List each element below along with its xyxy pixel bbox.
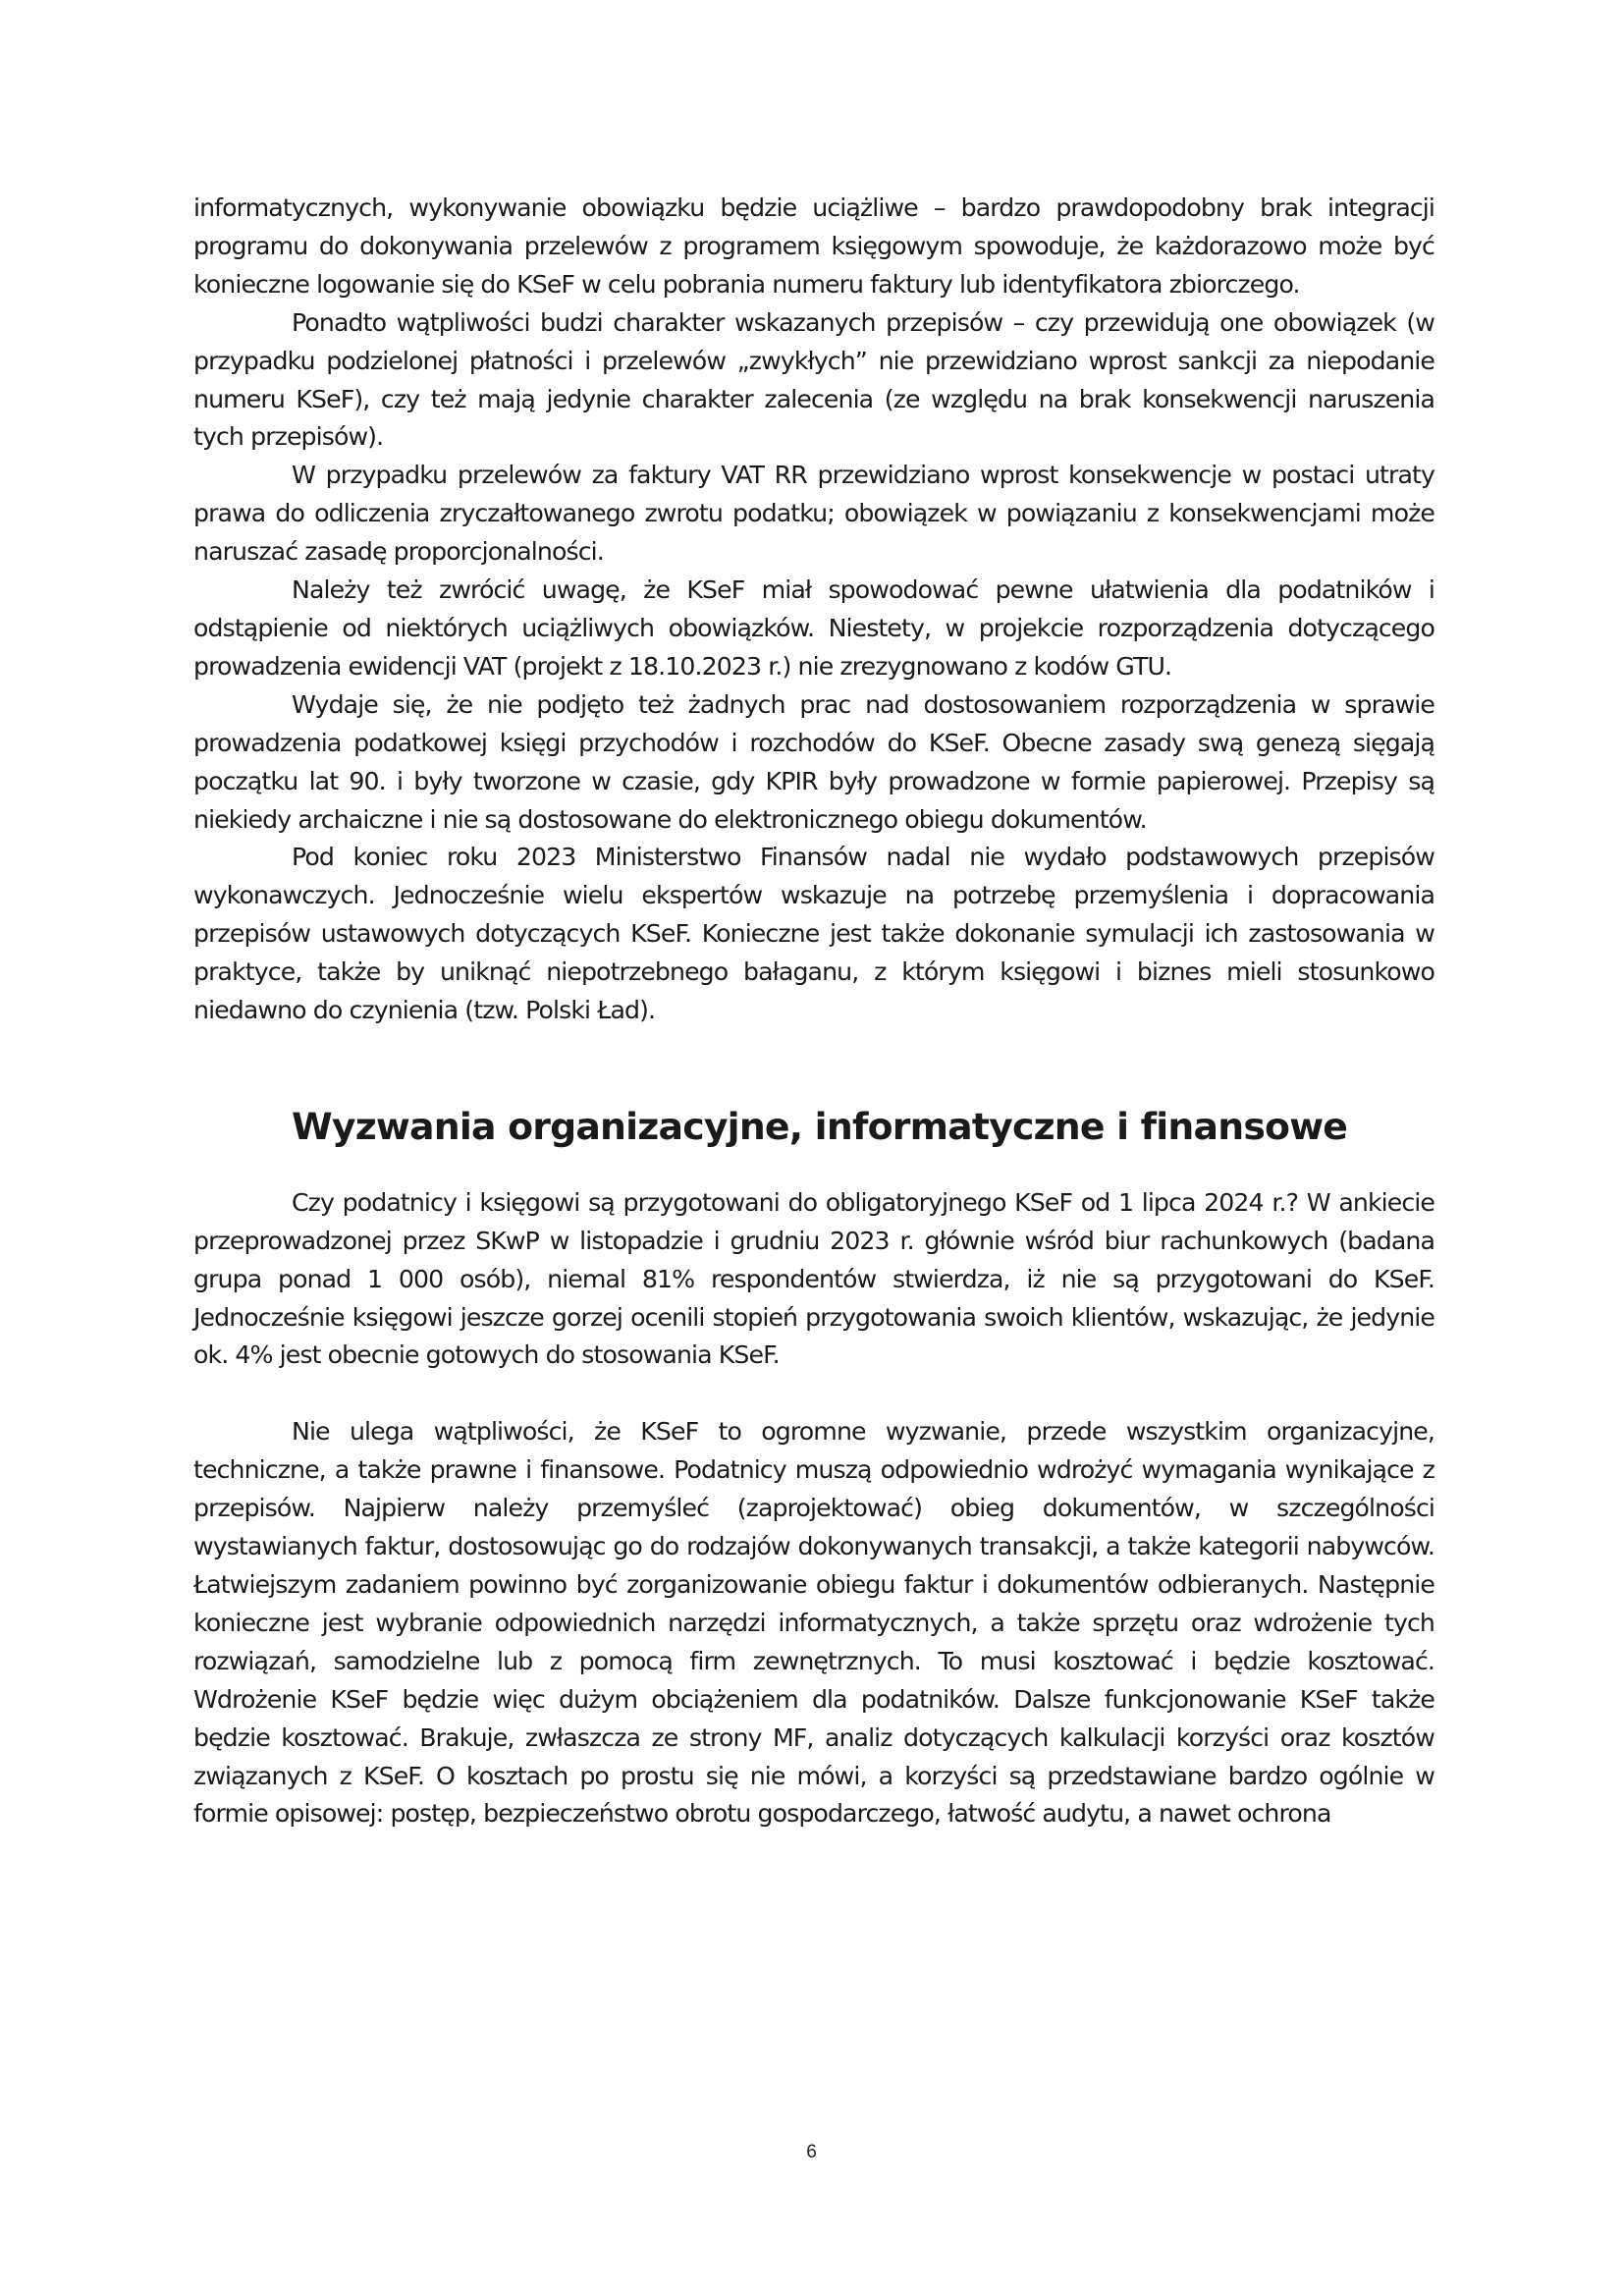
paragraph: Nie ulega wątpliwości, że KSeF to ogromne wyzwanie, przede wszystkim organizacyjne, techniczne, a także prawne i finansowe. Podatnicy muszą odpowiednio wdrożyć wymagania wynikające z przepisów. Najpierw należy przemyśleć (zaprojektować) obieg dokumentów, w szczególności wystawianych faktur, dostosowując go do rodzajów dokonywanych transakcji, a także kategorii nabywców. Łatwiejszym zadaniem powinno być zorganizowanie obiegu faktur i dokumentów odbieranych. Następnie konieczne jest wybranie odpowiednich narzędzi informatycznych, a także sprzętu oraz wdrożenie tych rozwiązań, samodzielne lub z pomocą firm zewnętrznych. To musi kosztować i będzie kosztować. Wdrożenie KSeF będzie więc dużym obciążeniem dla podatników. Dalsze funkcjonowanie KSeF także będzie kosztować. Brakuje, zwłaszcza ze strony MF, analiz dotyczących kalkulacji korzyści oraz kosztów związanych z KSeF. O kosztach po prostu się nie mówi, a korzyści są przedstawiane bardzo ogólnie w formie opisowej: postęp, bezpieczeństwo obrotu gospodarczego, łatwość audytu, a nawet ochrona	[193, 1417, 1434, 1829]
page-number: 6	[806, 2142, 817, 2162]
paragraph: Pod koniec roku 2023 Ministerstwo Finansów nadal nie wydało podstawowych przepisów wykonawczych. Jednocześnie wielu ekspertów wskazuje na potrzebę przemyślenia i dopracowania przepisów ustawowych dotyczących KSeF. Konieczne jest także dokonanie symulacji ich zastosowania w praktyce, także by uniknąć niepotrzebnego bałaganu, z którym księgowi i biznes mieli stosunkowo niedawno do czynienia (tzw. Polski Ład).	[193, 843, 1434, 1025]
paragraph: Należy też zwrócić uwagę, że KSeF miał spowodować pewne ułatwienia dla podatników i odstąpienie od niektórych uciążliwych obowiązków. Niestety, w projekcie rozporządzenia dotyczącego prowadzenia ewidencji VAT (projekt z 18.10.2023 r.) nie zrezygnowano z kodów GTU.	[193, 575, 1434, 681]
document-page	[193, 190, 1434, 1833]
paragraph: Czy podatnicy i księgowi są przygotowani do obligatoryjnego KSeF od 1 lipca 2024 r.? W ankiecie przeprowadzonej przez SKwP w listopadzie i grudniu 2023 r. głównie wśród biur rachunkowych (badana grupa ponad 1 000 osób), niemal 81% respondentów stwierdza, iż nie są przygotowani do KSeF. Jednocześnie księgowi jeszcze gorzej ocenili stopień przygotowania swoich klientów, wskazując, że jedynie ok. 4% jest obecnie gotowych do stosowania KSeF.	[193, 1187, 1434, 1370]
spacer	[193, 1146, 1434, 1184]
paragraph: Ponadto wątpliwości budzi charakter wskazanych przepisów – czy przewidują one obowiązek (w przypadku podzielonej płatności i przelewów „zwykłych” nie przewidziano wprost sankcji za niepodanie numeru KSeF), czy też mają jedynie charakter zalecenia (ze względu na brak konsekwencji naruszenia tych przepisów).	[193, 307, 1434, 452]
spacer	[193, 1375, 1434, 1413]
paragraph: informatycznych, wykonywanie obowiązku będzie uciążliwe – bardzo prawdopodobny brak integracji programu do dokonywania przelewów z programem księgowym spowoduje, że każdorazowo może być konieczne logowanie się do KSeF w celu pobrania numeru faktury lub identyfikatora zbiorczego.	[193, 193, 1434, 299]
paragraph: Wydaje się, że nie podjęto też żadnych prac nad dostosowaniem rozporządzenia w sprawie prowadzenia podatkowej księgi przychodów i rozchodów do KSeF. Obecne zasady swą genezą sięgają początku lat 90. i były tworzone w czasie, gdy KPIR były prowadzone w formie papierowej. Przepisy są niekiedy archaiczne i nie są dostosowane do elektronicznego obiegu dokumentów.	[193, 689, 1434, 834]
section-heading: Wyzwania organizacyjne, informatyczne i finansowe	[292, 1104, 1348, 1148]
paragraph: W przypadku przelewów za faktury VAT RR przewidziano wprost konsekwencje w postaci utraty prawa do odliczenia zryczałtowanego zwrotu podatku; obowiązek w powiązaniu z konsekwencjami może naruszać zasadę proporcjonalności.	[193, 461, 1434, 567]
spacer	[193, 1030, 1434, 1108]
